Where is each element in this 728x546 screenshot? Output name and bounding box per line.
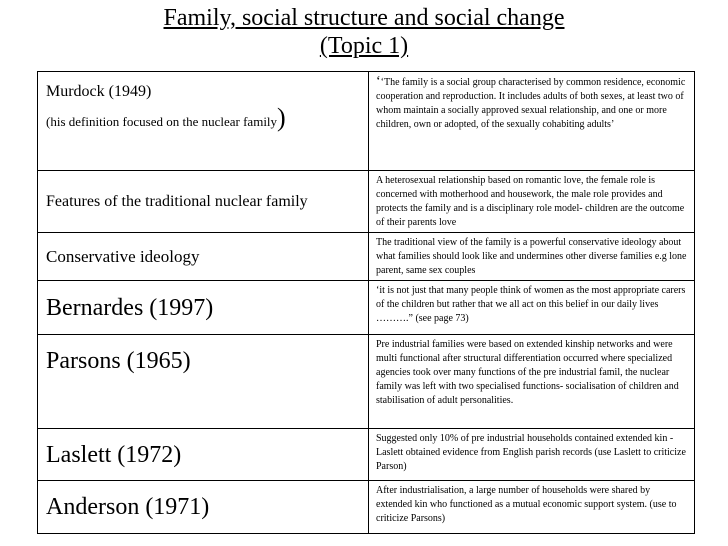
opening-quote-mark: ‘ bbox=[376, 74, 381, 89]
row-description: Suggested only 10% of pre industrial households contained extended kin -Laslett obtained evidence from English parish records (use Laslett to criticize Parson) bbox=[376, 433, 686, 472]
row-description: ‘‘The family is a social group characterised by common residence, economic cooperation and reproduction. It includes adults of both sexes, at least two of whom maintain a socially approved sexual relationship, and one or more children, own or adopted, of the sexually cohabiting adults’ bbox=[376, 74, 686, 130]
row-description: The traditional view of the family is a powerful conservative ideology about what families should look like and undermines other diverse families e.g lone parent, same sex couples bbox=[376, 237, 687, 276]
page-title bbox=[0, 4, 728, 60]
table-row bbox=[38, 232, 694, 280]
row-heading-text: Laslett (1972) bbox=[46, 441, 182, 468]
row-heading bbox=[38, 281, 369, 334]
row-heading bbox=[38, 481, 369, 533]
row-heading-note bbox=[46, 103, 360, 132]
row-heading bbox=[38, 171, 369, 232]
row-heading bbox=[38, 335, 369, 428]
row-description: Pre industrial families were based on extended kinship networks and were multi functional after structural differentiation occurred where specialized agencies took over many functions of the pre industrial famil, the nuclear family was left with two specialised functions- socialisation of children and stabilisation of adult personalities. bbox=[376, 339, 679, 406]
row-heading-text: Features of the traditional nuclear family bbox=[46, 192, 308, 210]
title-line-2: (Topic 1) bbox=[319, 33, 409, 59]
row-heading bbox=[38, 233, 369, 280]
row-description: ‘it is not just that many people think of women as the most appropriate carers of the children but rather that we all act on this belief in our daily lives ……….” (see page 73) bbox=[376, 285, 686, 324]
table-row bbox=[38, 280, 694, 334]
table-row bbox=[38, 480, 694, 533]
row-heading-text: Anderson (1971) bbox=[46, 494, 210, 520]
row-heading-note-text: (his definition focused on the nuclear family bbox=[46, 114, 278, 129]
table-row bbox=[38, 72, 694, 170]
row-heading bbox=[38, 72, 369, 170]
summary-table bbox=[37, 71, 695, 534]
table-row bbox=[38, 428, 694, 480]
row-heading-note-paren: ) bbox=[277, 103, 286, 132]
row-heading-text: Bernardes (1997) bbox=[46, 294, 214, 321]
table-row bbox=[38, 170, 694, 232]
table-row bbox=[38, 334, 694, 428]
row-description: After industrialisation, a large number of households were shared by extended kin who functioned as a mutual economic support system. (use to criticize Parsons) bbox=[376, 485, 677, 524]
row-heading bbox=[38, 429, 369, 480]
row-description: A heterosexual relationship based on romantic love, the female role is concerned with motherhood and housework, the male role provides and protects the family and is a disciplinary role model- children are the outcome of their parents love bbox=[376, 175, 685, 228]
row-heading-text: Parsons (1965) bbox=[46, 348, 191, 374]
row-heading-text: Conservative ideology bbox=[46, 246, 200, 266]
row-heading-text: Murdock (1949) bbox=[46, 83, 152, 100]
title-line-1: Family, social structure and social change bbox=[163, 5, 565, 31]
